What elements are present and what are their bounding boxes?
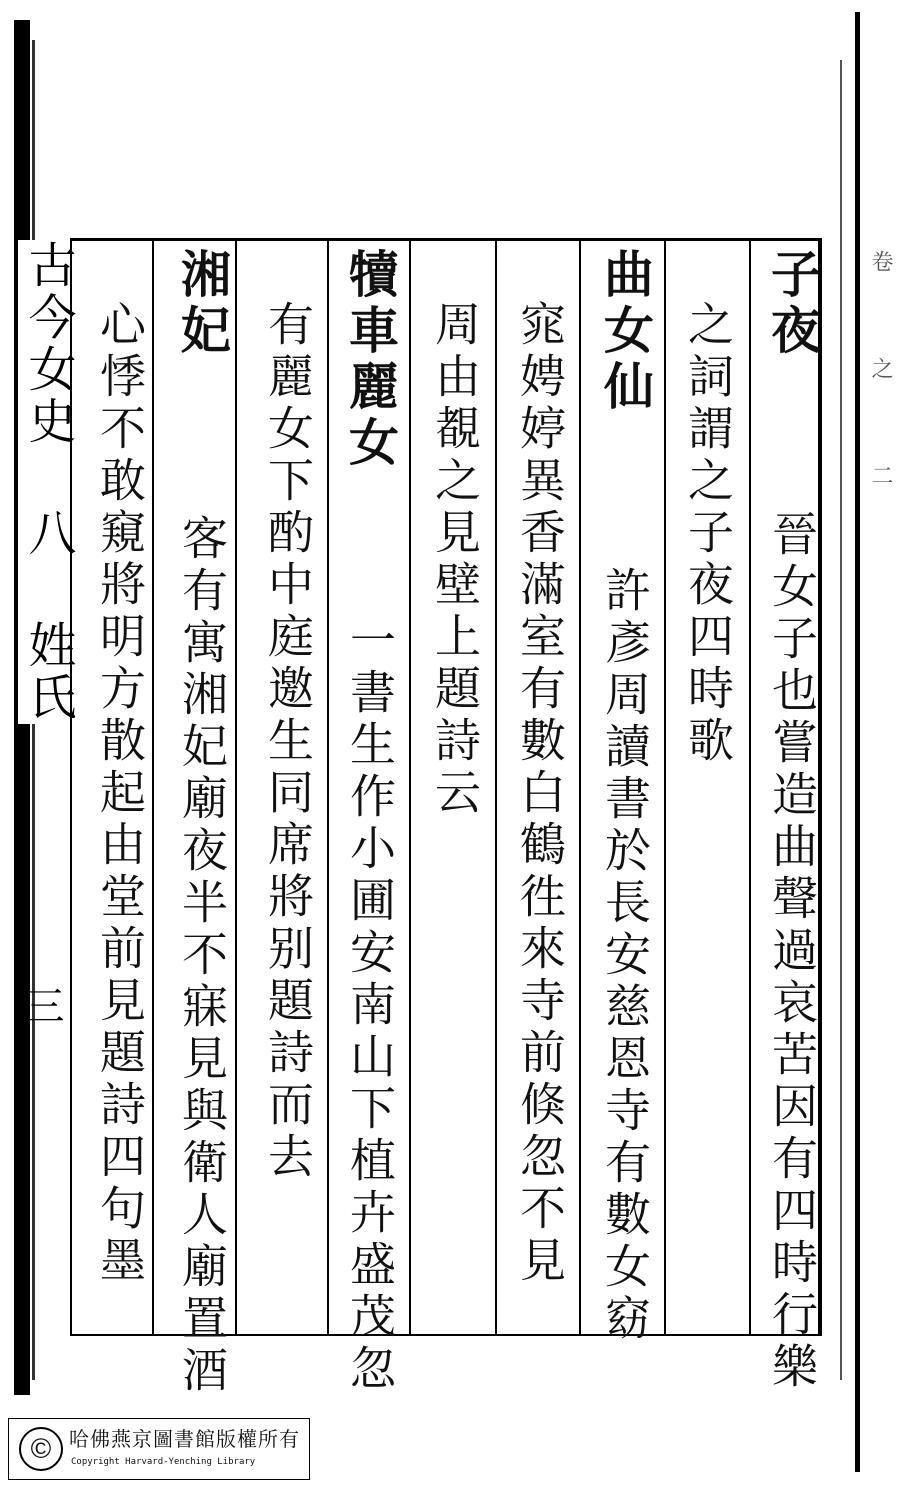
entry-text: 許彥周讀書於長安慈恩寺有數女窈 — [598, 566, 652, 1346]
text-column — [510, 300, 570, 1288]
text-column — [762, 248, 822, 1394]
right-margin-text: 卷 之 二 — [868, 250, 893, 516]
entry-text: 心悸不敢窺將明方散起由堂前見題詩四句墨 — [93, 300, 147, 1288]
text-column — [90, 300, 150, 1288]
entry-title: 湘妃 — [173, 248, 232, 360]
text-column — [340, 248, 400, 1396]
spine-page-number: 三 — [18, 985, 64, 1025]
column-rule — [409, 241, 411, 1334]
entry-title: 犢車麗女 — [341, 248, 400, 472]
column-rule — [495, 241, 497, 1334]
entry-text: 之詞謂之子夜四時歌 — [681, 300, 735, 768]
entry-text: 客有寓湘妃廟夜半不寐見與衛人廟置酒 — [175, 514, 229, 1398]
text-column — [678, 300, 738, 768]
copyright-icon: © — [19, 1427, 63, 1471]
column-rule — [152, 241, 154, 1334]
text-column — [172, 248, 232, 1398]
column-rule — [235, 241, 237, 1334]
entry-text: 一書生作小圃安南山下植卉盛茂忽 — [343, 616, 397, 1396]
entry-text: 窕娉婷異香滿室有數白鶴徃來寺前倏忽不見 — [513, 300, 567, 1288]
entry-text: 周由覩之見壁上題詩云 — [428, 300, 482, 820]
entry-text: 晉女子也嘗造曲聲過哀苦因有四時行樂 — [765, 510, 819, 1394]
entry-title: 子夜 — [763, 248, 822, 360]
spine-label: 古今女史 八 姓氏 — [20, 240, 76, 724]
entry-title: 曲女仙 — [596, 248, 655, 416]
column-rule — [327, 241, 329, 1334]
copyright-chinese: 哈佛燕京圖書館版權所有 — [69, 1427, 300, 1451]
right-page-edge — [855, 12, 860, 1472]
text-column — [595, 248, 655, 1346]
right-inner-edge — [840, 60, 842, 1380]
column-rule — [749, 241, 751, 1334]
copyright-english: Copyright Harvard-Yenching Library — [71, 1457, 256, 1467]
column-rule — [664, 241, 666, 1334]
text-column — [258, 300, 318, 1184]
entry-text: 有麗女下酌中庭邀生同席將别題詩而去 — [261, 300, 315, 1184]
column-rule — [579, 241, 581, 1334]
text-column — [425, 300, 485, 820]
copyright-stamp — [8, 1418, 310, 1480]
